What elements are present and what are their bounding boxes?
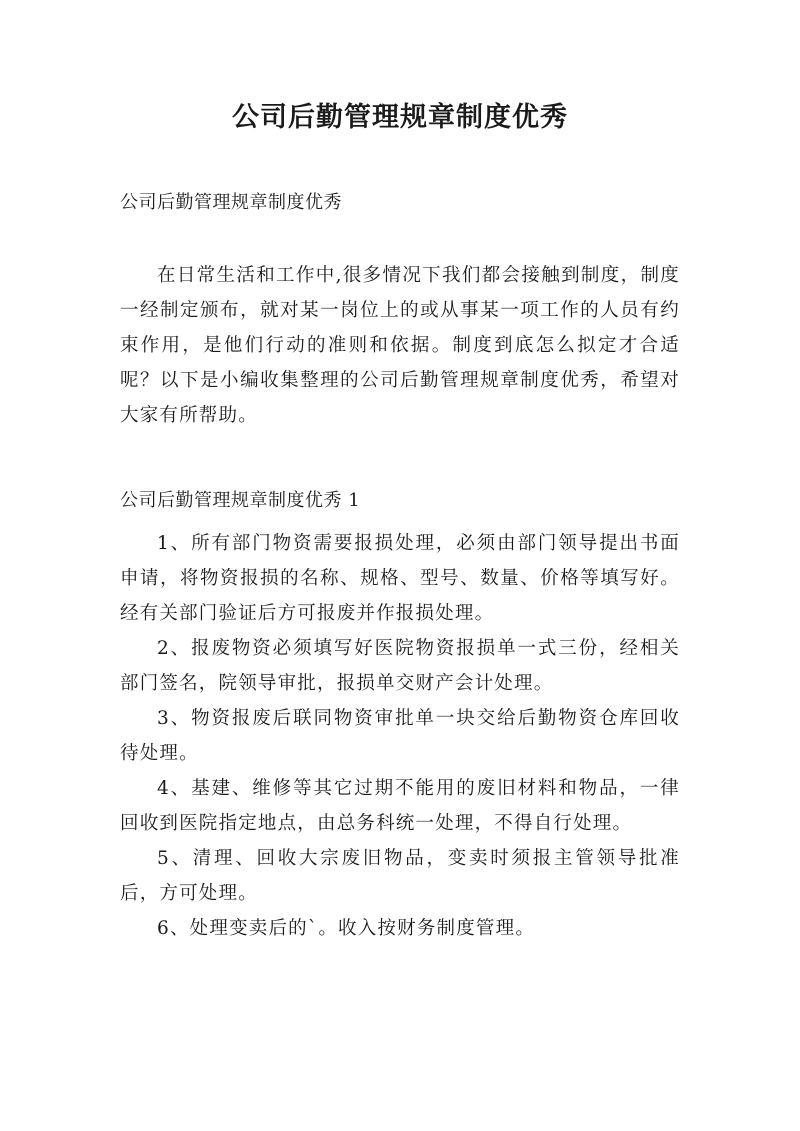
document-subtitle: 公司后勤管理规章制度优秀 <box>120 192 342 213</box>
intro-paragraph: 在日常生活和工作中,很多情况下我们都会接触到制度，制度一经制定颁布，就对某一岗位上的或从事某一项工作的人员有约束作用，是他们行动的准则和依据。制度到底怎么拟定才合适呢？以下是小编收集整理的公司后勤管理规章制度优秀，希望对大家有所帮助。 <box>120 265 680 426</box>
rule-item-4: 4、基建、维修等其它过期不能用的废旧材料和物品，一律回收到医院指定地点，由总务科统一处理，不得自行处理。 <box>120 778 680 834</box>
rule-item-6: 6、处理变卖后的`。收入按财务制度管理。 <box>157 918 536 939</box>
rule-item-1: 1、所有部门物资需要报损处理，必须由部门领导提出书面申请，将物资报损的名称、规格、型号、数量、价格等填写好。经有关部门验证后方可报废并作报损处理。 <box>120 533 680 624</box>
rule-item-5: 5、清理、回收大宗废旧物品，变卖时须报主管领导批准后，方可处理。 <box>120 848 680 904</box>
document-title: 公司后勤管理规章制度优秀 <box>232 102 568 133</box>
rule-item-2: 2、报废物资必须填写好医院物资报损单一式三份，经相关部门签名，院领导审批，报损单交财产会计处理。 <box>120 638 680 694</box>
rule-item-3: 3、物资报废后联同物资审批单一块交给后勤物资仓库回收待处理。 <box>120 708 680 764</box>
section-heading: 公司后勤管理规章制度优秀 1 <box>120 490 361 511</box>
rules-list <box>120 526 680 946</box>
